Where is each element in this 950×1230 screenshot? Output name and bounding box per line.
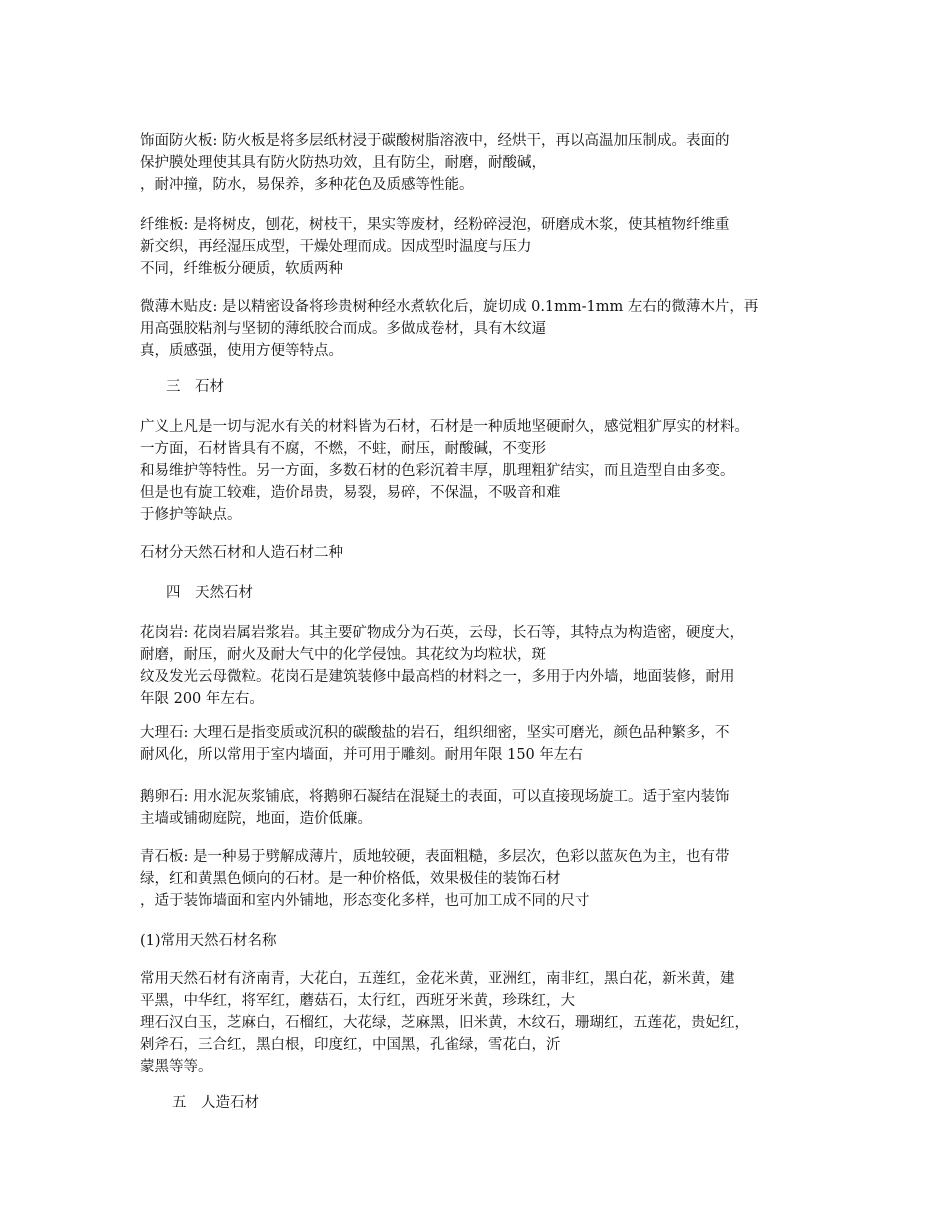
text-line: 蒙黑等等。 bbox=[140, 1059, 213, 1075]
text-line: 耐磨，耐压，耐火及耐大气中的化学侵蚀。其花纹为均粒状，斑 bbox=[140, 647, 546, 663]
paragraph-fireproof-board bbox=[140, 130, 812, 196]
text-line: 理石汉白玉，芝麻白，石榴红，大花绿，芝麻黑，旧米黄，木纹石，珊瑚红，五莲花，贵妃红， bbox=[140, 1015, 749, 1031]
text-line: 石材分天然石材和人造石材二种 bbox=[140, 545, 343, 561]
text-line: 绿，红和黄黑色倾向的石材。是一种价格低，效果极佳的装饰石材 bbox=[140, 871, 561, 887]
text-line: 青石板: 是一种易于劈解成薄片，质地较硬，表面粗糙，多层次，色彩以蓝灰色为主，也有带 bbox=[140, 849, 730, 865]
text-line: 鹅卵石: 用水泥灰浆铺底，将鹅卵石凝结在混疑土的表面，可以直接现场旋工。适于室内装饰 bbox=[140, 789, 730, 805]
text-line: 大理石: 大理石是指变质或沉积的碳酸盐的岩石，组织细密，坚实可磨光，颜色品种繁多，不 bbox=[140, 725, 730, 741]
paragraph-stone-names bbox=[140, 968, 812, 1078]
text-line: 花岗岩: 花岗岩属岩浆岩。其主要矿物成分为石英，云母，长石等，其特点为构造密，硬度大， bbox=[140, 625, 744, 641]
paragraph-fiberboard bbox=[140, 214, 812, 280]
section-heading-stone: 三 石材 bbox=[166, 379, 224, 395]
text-line: 一方面，石材皆具有不腐，不燃，不蛀，耐压，耐酸碱，不变形 bbox=[140, 441, 546, 457]
paragraph-bluestone bbox=[140, 846, 812, 912]
text-line: 纤维板: 是将树皮，刨花，树枝干，果实等废材，经粉碎浸泡，研磨成木浆，使其植物纤维重 bbox=[140, 217, 730, 233]
text-line: 年限 200 年左右。 bbox=[140, 691, 264, 707]
text-line: 饰面防火板: 防火板是将多层纸材浸于碳酸树脂溶液中，经烘干，再以高温加压制成。表面的 bbox=[140, 133, 730, 149]
paragraph-pebbles bbox=[140, 786, 812, 830]
text-line: 耐风化，所以常用于室内墙面，并可用于雕刻。耐用年限 150 年左右 bbox=[140, 747, 583, 763]
text-line: 但是也有旋工较难，造价昂贵，易裂，易碎，不保温，不吸音和难 bbox=[140, 485, 561, 501]
text-line: ，适于装饰墙面和室内外铺地，形态变化多样，也可加工成不同的尺寸 bbox=[140, 893, 590, 909]
text-line: 用高强胶粘剂与坚韧的薄纸胶合而成。多做成卷材，具有木纹逼 bbox=[140, 321, 546, 337]
text-line: 新交织，再经湿压成型，干燥处理而成。因成型时温度与压力 bbox=[140, 239, 532, 255]
paragraph-granite bbox=[140, 622, 812, 710]
text-line: 主墙或铺砌庭院，地面，造价低廉。 bbox=[140, 811, 372, 827]
section-heading-artificial-stone: 五 人造石材 bbox=[172, 1095, 259, 1111]
text-line: (1)常用天然石材名称 bbox=[140, 933, 277, 949]
section-heading-natural-stone: 四 天然石材 bbox=[166, 585, 253, 601]
text-line: 常用天然石材有济南青，大花白，五莲红，金花米黄，亚洲红，南非红，黑白花，新米黄，建 bbox=[140, 971, 735, 987]
text-line: ，耐冲撞，防水，易保养，多种花色及质感等性能。 bbox=[140, 177, 474, 193]
text-line: 纹及发光云母微粒。花岗石是建筑装修中最高档的材料之一，多用于内外墙，地面装修，耐用 bbox=[140, 669, 735, 685]
paragraph-veneer bbox=[140, 296, 812, 362]
text-line: 和易维护等特性。另一方面，多数石材的色彩沉着丰厚，肌理粗犷结实，而且造型自由多变。 bbox=[140, 463, 735, 479]
paragraph-stone-overview bbox=[140, 416, 812, 526]
text-line: 真，质感强，使用方便等特点。 bbox=[140, 343, 343, 359]
text-line: 于修护等缺点。 bbox=[140, 507, 242, 523]
text-line: 平黑，中华红，将军红，蘑菇石，太行红，西班牙米黄，珍珠红，大 bbox=[140, 993, 575, 1009]
paragraph-marble bbox=[140, 722, 812, 766]
text-line: 不同，纤维板分硬质，软质两种 bbox=[140, 261, 343, 277]
text-line: 微薄木贴皮: 是以精密设备将珍贵树种经水煮软化后，旋切成 0.1mm-1mm 左右的微薄木片，再 bbox=[140, 299, 759, 315]
text-line: 保护膜处理使其具有防火防热功效，且有防尘，耐磨，耐酸碱， bbox=[140, 155, 546, 171]
paragraph-stone-types bbox=[140, 542, 812, 564]
paragraph-stone-names-title bbox=[140, 930, 812, 952]
text-line: 广义上凡是一切与泥水有关的材料皆为石材，石材是一种质地坚硬耐久，感觉粗犷厚实的材料。 bbox=[140, 419, 749, 435]
text-line: 剁斧石，三合红，黑白根，印度红，中国黑，孔雀绿，雪花白，沂 bbox=[140, 1037, 561, 1053]
